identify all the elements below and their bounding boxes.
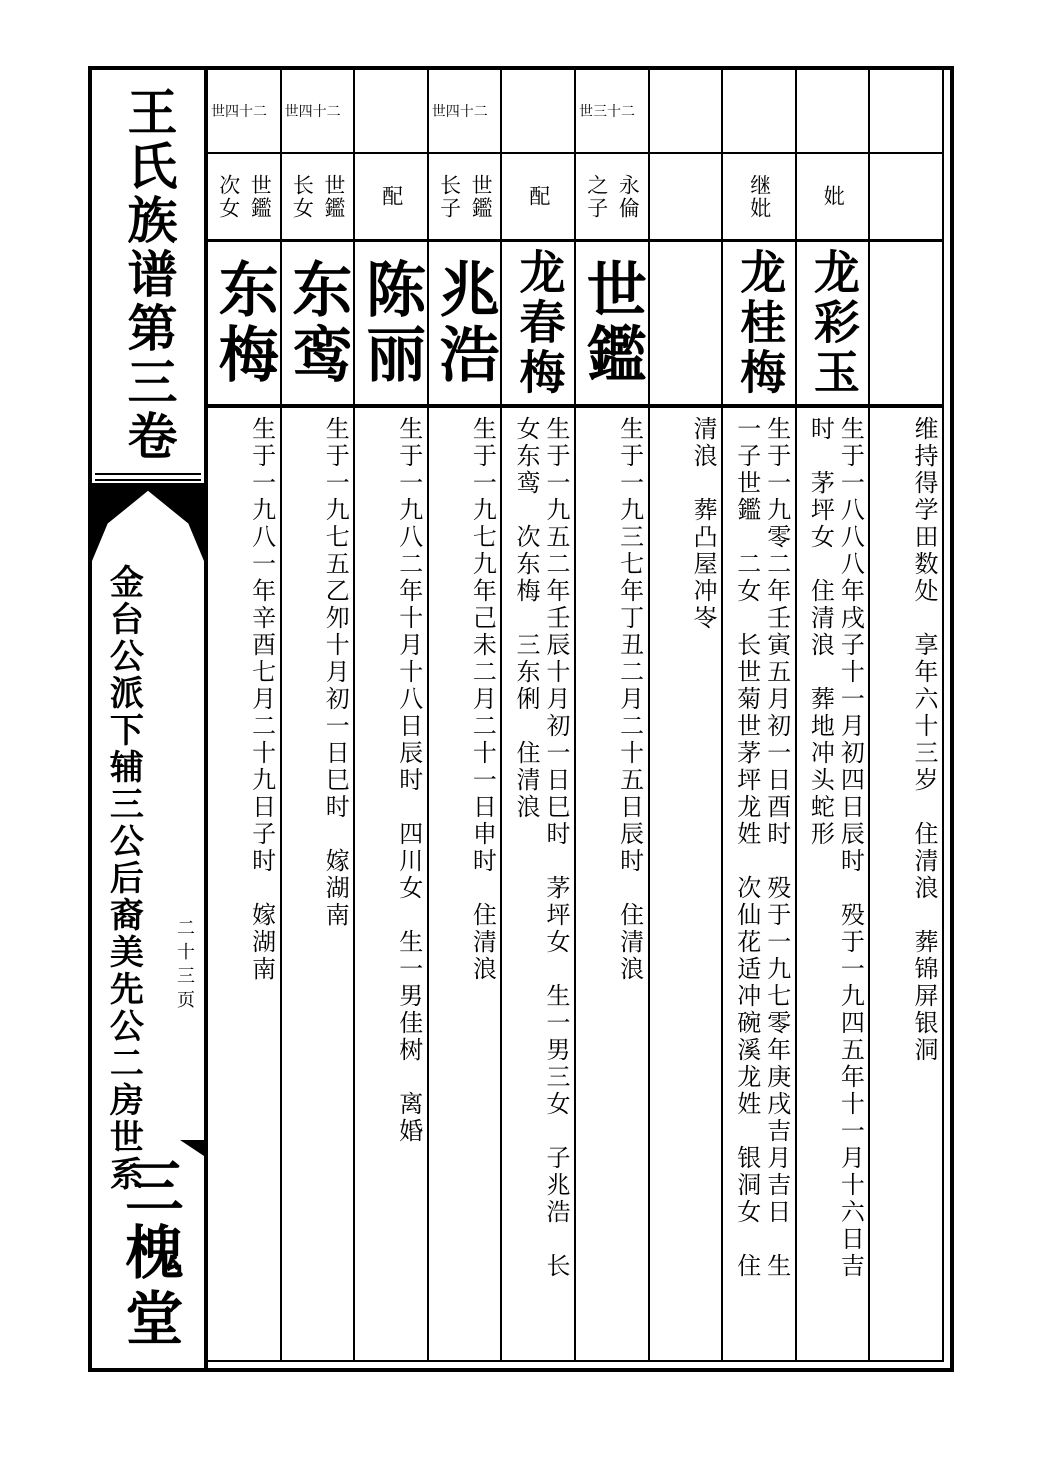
generation-label — [723, 70, 795, 154]
detail-line: 时 茅坪女 住清浪 葬地冲头蛇形 — [806, 416, 833, 848]
relation-cell — [870, 154, 942, 242]
generation-label — [502, 70, 574, 154]
relation-label — [212, 174, 275, 220]
table-column — [500, 70, 574, 1360]
relation-part: 继妣 — [747, 173, 772, 220]
person-name: 世鑑 — [578, 258, 645, 388]
genealogy-table — [208, 70, 944, 1362]
detail-line: 生于一九七九年己未二月二十一日申时 住清浪 — [468, 416, 495, 983]
page-number: 二十三页 — [175, 918, 195, 1014]
table-column — [648, 70, 722, 1360]
relation-cell — [208, 154, 280, 242]
table-column — [795, 70, 869, 1360]
sidebar — [92, 70, 208, 1368]
detail-text — [797, 408, 869, 1360]
generation-label: 世四十二 — [208, 70, 280, 154]
hall-name: 三槐堂 — [116, 1156, 182, 1354]
detail-line: 一子世鑑 二女 长世菊世茅坪龙姓 次仙花适冲碗溪龙姓 银洞女 住 — [732, 416, 759, 1280]
relation-part: 永倫 — [616, 173, 641, 220]
detail-line: 维持得学田数处 享年六十三岁 住清浪 葬锦屏银洞 — [909, 416, 936, 1064]
name-cell — [429, 242, 501, 408]
generation-label — [650, 70, 722, 154]
relation-part: 长子 — [437, 173, 462, 220]
name-cell — [797, 242, 869, 408]
generation-label — [870, 70, 942, 154]
generation-label: 世四十二 — [282, 70, 354, 154]
relation-cell — [650, 154, 722, 242]
person-name: 龙春梅 — [513, 248, 565, 398]
relation-cell — [429, 154, 501, 242]
generation-label — [797, 70, 869, 154]
relation-part: 妣 — [821, 185, 846, 208]
relation-label — [580, 174, 643, 220]
name-cell — [723, 242, 795, 408]
relation-part: 世鑑 — [321, 173, 346, 220]
table-column — [280, 70, 354, 1360]
table-column — [868, 70, 942, 1360]
relation-cell — [576, 154, 648, 242]
detail-text — [870, 408, 942, 1360]
detail-line: 生于一九八二年十月十八日辰时 四川女 生一男佳树 离婚 — [394, 416, 421, 1145]
detail-text — [502, 408, 574, 1360]
detail-text — [282, 408, 354, 1360]
detail-line: 清浪 葬凸屋冲岺 — [689, 416, 716, 632]
relation-part: 之子 — [584, 173, 609, 220]
relation-part: 配 — [379, 185, 404, 208]
name-cell — [650, 242, 722, 408]
detail-text — [650, 408, 722, 1360]
detail-text — [429, 408, 501, 1360]
name-cell — [870, 242, 942, 408]
table-column — [427, 70, 501, 1360]
name-cell — [502, 242, 574, 408]
person-name: 东梅 — [210, 258, 277, 388]
relation-cell — [282, 154, 354, 242]
relation-label — [817, 185, 849, 208]
table-column — [721, 70, 795, 1360]
genealogy-page — [88, 66, 954, 1372]
relation-label — [522, 185, 554, 208]
relation-cell — [355, 154, 427, 242]
detail-text — [208, 408, 280, 1360]
volume-title: 王氏族谱第三卷 — [120, 86, 177, 464]
relation-part: 次女 — [216, 173, 241, 220]
relation-part: 长女 — [290, 173, 315, 220]
person-name: 龙彩玉 — [807, 248, 859, 398]
name-cell — [282, 242, 354, 408]
relation-cell — [723, 154, 795, 242]
detail-text — [355, 408, 427, 1360]
generation-label: 世三十二 — [576, 70, 648, 154]
relation-part: 世鑑 — [248, 173, 273, 220]
detail-text — [723, 408, 795, 1360]
relation-label — [286, 174, 349, 220]
person-name: 陈丽 — [357, 258, 424, 388]
detail-line: 生于一九七五乙夘十月初一日巳时 嫁湖南 — [321, 416, 348, 929]
table-column — [574, 70, 648, 1360]
detail-line: 女东鸾 次东梅 三东俐 住清浪 — [511, 416, 538, 821]
relation-cell — [797, 154, 869, 242]
table-column — [353, 70, 427, 1360]
double-rule-divider — [95, 473, 201, 481]
relation-part: 配 — [526, 185, 551, 208]
detail-line: 生于一九三七年丁丑二月二十五日辰时 住清浪 — [615, 416, 642, 983]
detail-line: 生于一八八八年戌子十一月初四日辰时 殁于一九四五年十一月十六日吉 — [836, 416, 863, 1280]
person-name: 东鸾 — [284, 258, 351, 388]
relation-label — [743, 174, 775, 220]
detail-text — [576, 408, 648, 1360]
table-area — [208, 70, 950, 1368]
triangle-ornament — [180, 1140, 204, 1156]
name-cell — [576, 242, 648, 408]
name-cell — [355, 242, 427, 408]
name-cell — [208, 242, 280, 408]
relation-cell — [502, 154, 574, 242]
detail-line: 生于一九五二年壬辰十月初一日巳时 茅坪女 生一男三女 子兆浩 长 — [541, 416, 568, 1280]
relation-label — [375, 185, 407, 208]
relation-label — [433, 174, 496, 220]
person-name: 龙桂梅 — [734, 248, 786, 398]
detail-line: 生于一九零二年壬寅五月初一日酉时 殁于一九七零年庚戌吉月吉日 生 — [762, 416, 789, 1280]
relation-part: 世鑑 — [469, 173, 494, 220]
chevron-decoration — [92, 483, 204, 561]
person-name: 兆浩 — [431, 258, 498, 388]
detail-line: 生于一九八一年辛酉七月二十九日子时 嫁湖南 — [247, 416, 274, 983]
generation-label: 世四十二 — [429, 70, 501, 154]
lineage-subtitle: 金台公派下辅三公后裔美先公二房世系 — [104, 564, 142, 1193]
table-column — [208, 70, 280, 1360]
generation-label — [355, 70, 427, 154]
